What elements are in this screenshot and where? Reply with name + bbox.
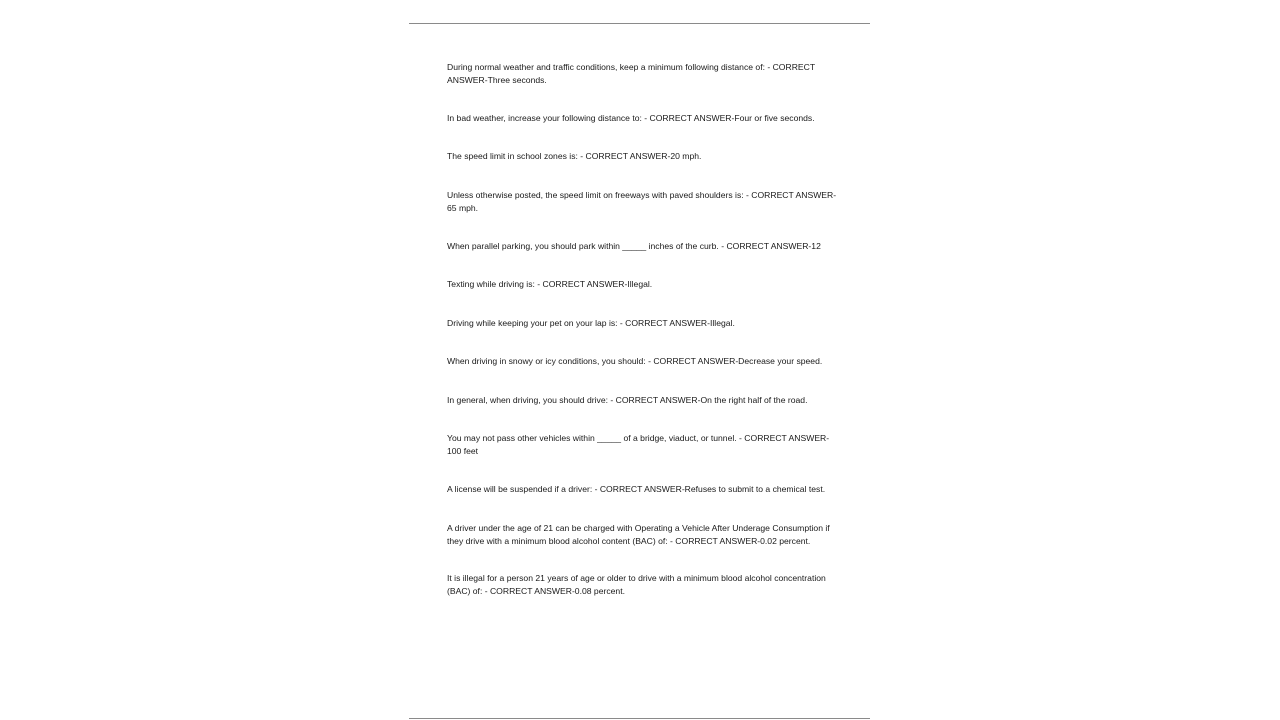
document-page xyxy=(409,0,870,720)
qa-item: It is illegal for a person 21 years of age or older to drive with a minimum blood alcohol concentration (BAC) of: - CORRECT ANSWER-0.08 percent. xyxy=(447,573,826,596)
qa-item: During normal weather and traffic conditions, keep a minimum following distance of: - CORRECT ANSWER-Three seconds. xyxy=(447,62,815,85)
page-top-divider xyxy=(409,23,870,24)
qa-item: Texting while driving is: - CORRECT ANSWER-Illegal. xyxy=(447,279,653,289)
qa-item: A license will be suspended if a driver: - CORRECT ANSWER-Refuses to submit to a chemical test. xyxy=(447,484,826,494)
qa-item: You may not pass other vehicles within _____ of a bridge, viaduct, or tunnel. - CORRECT ANSWER-100 feet xyxy=(447,433,830,456)
qa-item: When parallel parking, you should park within _____ inches of the curb. - CORRECT ANSWER-12 xyxy=(447,241,821,251)
qa-item: A driver under the age of 21 can be charged with Operating a Vehicle After Underage Consumption if they drive with a minimum blood alcohol content (BAC) of: - CORRECT ANSWER-0.02 percent. xyxy=(447,523,830,546)
qa-item: In bad weather, increase your following distance to: - CORRECT ANSWER-Four or five seconds. xyxy=(447,113,815,123)
page-bottom-divider xyxy=(409,718,870,719)
qa-item: In general, when driving, you should drive: - CORRECT ANSWER-On the right half of the road. xyxy=(447,395,808,405)
qa-item: Unless otherwise posted, the speed limit on freeways with paved shoulders is: - CORRECT ANSWER-65 mph. xyxy=(447,190,837,213)
qa-item: The speed limit in school zones is: - CORRECT ANSWER-20 mph. xyxy=(447,151,702,161)
qa-item: Driving while keeping your pet on your lap is: - CORRECT ANSWER-Illegal. xyxy=(447,318,735,328)
qa-item: When driving in snowy or icy conditions, you should: - CORRECT ANSWER-Decrease your speed. xyxy=(447,356,823,366)
